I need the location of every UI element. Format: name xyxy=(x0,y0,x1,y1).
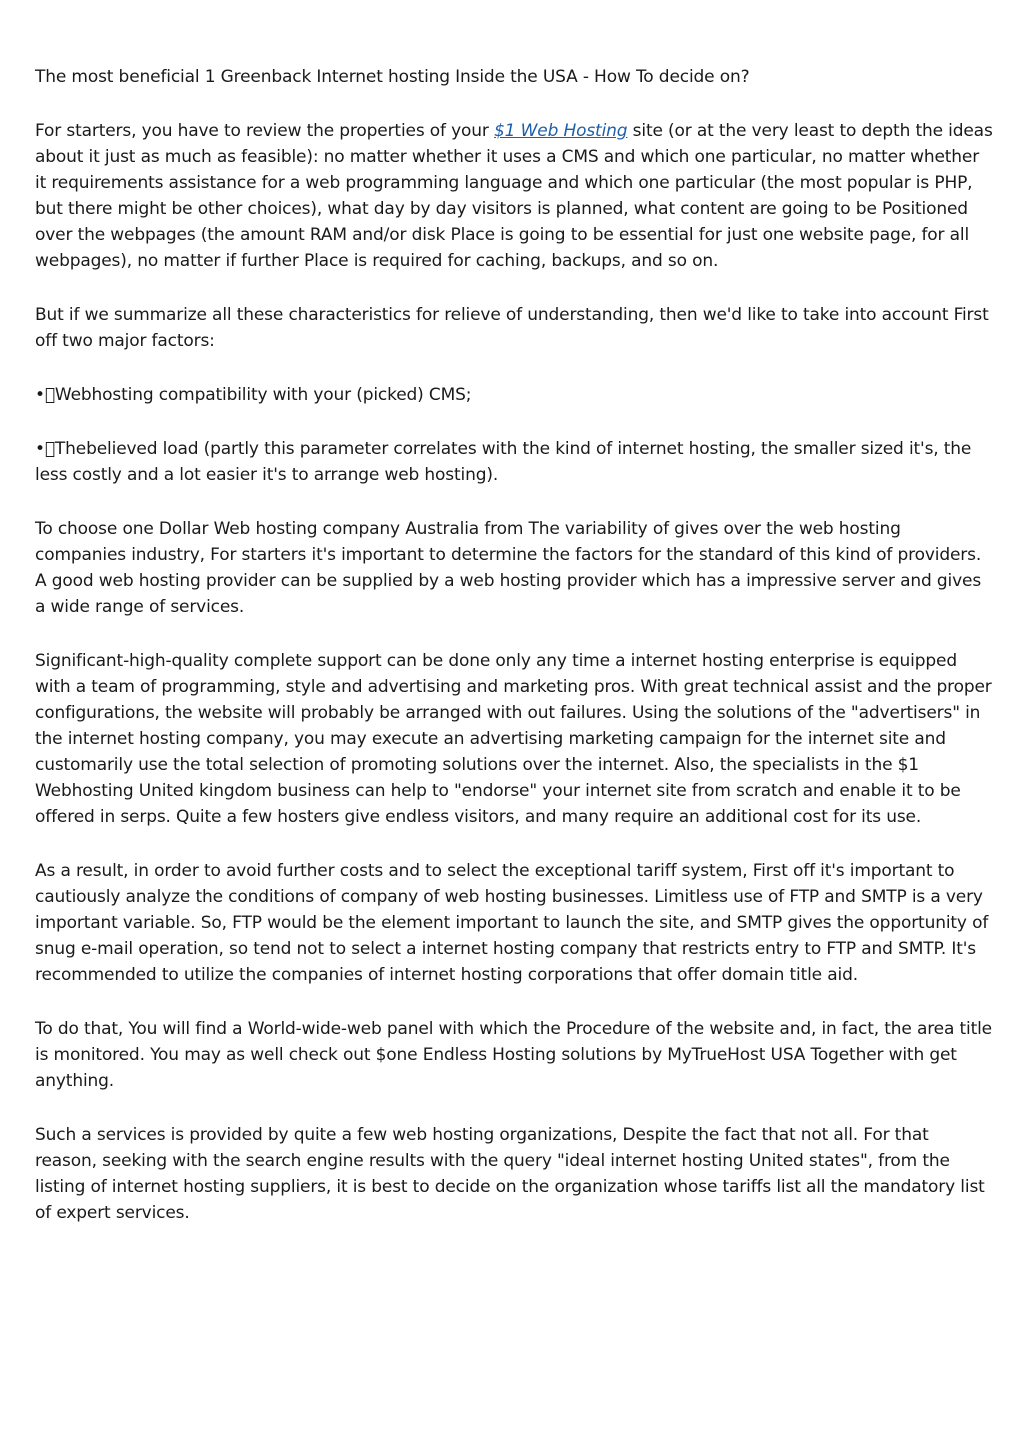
paragraph-intro xyxy=(35,118,993,274)
paragraph-web-panel: To do that, You will find a World-wide-web panel with which the Procedure of the website and, in fact, the area title is monitored. You may as well check out $one Endless Hosting solutions by MyTrueHost USA Together with get anything. xyxy=(35,1019,992,1091)
paragraph-costs: As a result, in order to avoid further costs and to select the exceptional tariff system, First off it's important to cautiously analyze the conditions of company of web hosting businesses. Limitless use of FTP and SMTP is a very important variable. So, FTP would be the element important to launch the site, and SMTP gives the opportunity of snug e-mail operation, so tend not to select a internet hosting company that restricts entry to FTP and SMTP. It's recommended to utilize the companies of internet hosting corporations that offer domain title aid. xyxy=(35,861,989,985)
paragraph-intro-end: site (or at the very least to depth the ideas about it just as much as feasible): no matter whether it uses a CMS and which one particular, no matter whether it requirements assistance for a web programming language and which one particular (the most popular is PHP, but there might be other choices), what day by day visitors is planned, what content are going to be Positioned over the webpages (the amount RAM and/or disk Place is going to be essential for just one website page, for all webpages), no matter if further Place is required for caching, backups, and so on. xyxy=(35,121,993,271)
bullet-item-load: • Thebelieved load (partly this parameter correlates with the kind of internet hosting, the smaller sized it's, the less costly and a lot easier it's to arrange web hosting). xyxy=(35,439,972,485)
document-title: The most beneficial 1 Greenback Internet hosting Inside the USA - How To decide on? xyxy=(35,67,750,87)
paragraph-support: Significant-high-quality complete support can be done only any time a internet hosting enterprise is equipped with a team of programming, style and advertising and marketing pros. With great technical assist and the proper configurations, the website will probably be arranged with out failures. Using the solutions of the "advertisers" in the internet hosting company, you may execute an advertising marketing campaign for the internet site and customarily use the total selection of promoting solutions over the internet. Also, the specialists in the $1 Webhosting United kingdom business can help to "endorse" your internet site from scratch and enable it to be offered in serps. Quite a few hosters give endless visitors, and many require an additional cost for its use. xyxy=(35,651,992,827)
bullet-item-cms: • Webhosting compatibility with your (picked) CMS; xyxy=(35,385,472,405)
document-body xyxy=(35,64,993,1254)
web-hosting-link[interactable]: $1 Web Hosting xyxy=(494,121,628,141)
paragraph-choose-provider: To choose one Dollar Web hosting company Australia from The variability of gives over the web hosting companies industry, For starters it's important to determine the factors for the standard of this kind of providers. A good web hosting provider can be supplied by a web hosting provider which has a impressive server and gives a wide range of services. xyxy=(35,519,982,617)
paragraph-services: Such a services is provided by quite a few web hosting organizations, Despite the fact that not all. For that reason, seeking with the search engine results with the query "ideal internet hosting United states", from the listing of internet hosting suppliers, it is best to decide on the organization whose tariffs list all the mandatory list of expert services. xyxy=(35,1125,985,1223)
paragraph-intro-start: For starters, you have to review the properties of your xyxy=(35,121,495,141)
paragraph-summary: But if we summarize all these characteristics for relieve of understanding, then we'd like to take into account First off two major factors: xyxy=(35,305,989,351)
